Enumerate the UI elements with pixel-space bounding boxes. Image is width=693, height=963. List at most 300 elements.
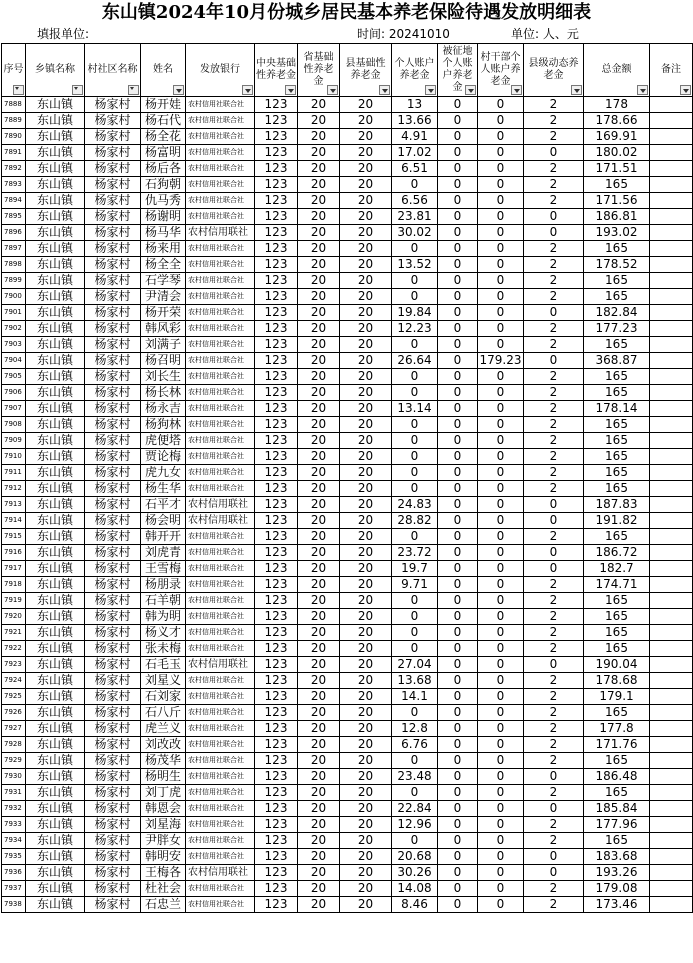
header-row <box>2 44 693 97</box>
village-cell: 杨家村 <box>85 113 141 129</box>
name-cell: 杨开荣 <box>141 305 186 321</box>
bank-cell: 农村信用社联合社 <box>186 305 255 321</box>
dynamic-cell: 0 <box>524 225 584 241</box>
header-label: 序号 <box>3 64 24 75</box>
dynamic-cell: 2 <box>524 705 584 721</box>
township-cell: 东山镇 <box>26 865 85 881</box>
central-cell: 123 <box>255 273 298 289</box>
personal-cell: 0 <box>392 625 438 641</box>
township-cell: 东山镇 <box>26 193 85 209</box>
dynamic-cell: 2 <box>524 689 584 705</box>
dynamic-cell: 0 <box>524 865 584 881</box>
dynamic-cell: 2 <box>524 161 584 177</box>
dynamic-cell: 2 <box>524 401 584 417</box>
county-cell: 20 <box>340 529 392 545</box>
remark-cell <box>650 753 693 769</box>
name-cell: 杨生华 <box>141 481 186 497</box>
central-cell: 123 <box>255 817 298 833</box>
seq-cell: 7895 <box>2 209 26 225</box>
personal-cell: 6.56 <box>392 193 438 209</box>
central-cell: 123 <box>255 481 298 497</box>
township-cell: 东山镇 <box>26 833 85 849</box>
total-cell: 171.51 <box>584 161 650 177</box>
filter-dropdown-icon[interactable] <box>13 85 24 95</box>
dynamic-cell: 2 <box>524 625 584 641</box>
central-cell: 123 <box>255 769 298 785</box>
cadre-cell: 0 <box>478 497 524 513</box>
township-cell: 东山镇 <box>26 305 85 321</box>
table-row <box>2 113 693 129</box>
filter-dropdown-icon[interactable] <box>425 85 436 95</box>
land-cell: 0 <box>438 449 478 465</box>
province-cell: 20 <box>298 113 340 129</box>
filter-dropdown-icon[interactable] <box>571 85 582 95</box>
remark-cell <box>650 225 693 241</box>
village-cell: 杨家村 <box>85 625 141 641</box>
table-row <box>2 529 693 545</box>
township-cell: 东山镇 <box>26 849 85 865</box>
township-cell: 东山镇 <box>26 417 85 433</box>
seq-cell: 7921 <box>2 625 26 641</box>
remark-cell <box>650 897 693 913</box>
total-cell: 165 <box>584 417 650 433</box>
table-header <box>2 44 693 97</box>
village-cell: 杨家村 <box>85 865 141 881</box>
table-row <box>2 401 693 417</box>
filter-dropdown-icon[interactable] <box>511 85 522 95</box>
village-cell: 杨家村 <box>85 97 141 113</box>
province-cell: 20 <box>298 529 340 545</box>
seq-cell: 7938 <box>2 897 26 913</box>
name-cell: 石学琴 <box>141 273 186 289</box>
name-cell: 张未梅 <box>141 641 186 657</box>
central-cell: 123 <box>255 449 298 465</box>
village-cell: 杨家村 <box>85 705 141 721</box>
filter-dropdown-icon[interactable] <box>72 85 83 95</box>
bank-cell: 农村信用社联合社 <box>186 433 255 449</box>
cadre-cell: 0 <box>478 385 524 401</box>
village-cell: 杨家村 <box>85 897 141 913</box>
province-cell: 20 <box>298 609 340 625</box>
village-cell: 杨家村 <box>85 401 141 417</box>
remark-cell <box>650 209 693 225</box>
header-col-central <box>255 44 298 97</box>
central-cell: 123 <box>255 465 298 481</box>
seq-cell: 7907 <box>2 401 26 417</box>
header-label: 县级动态养老金 <box>528 58 579 81</box>
seq-cell: 7932 <box>2 801 26 817</box>
name-cell: 尹胖女 <box>141 833 186 849</box>
total-cell: 368.87 <box>584 353 650 369</box>
central-cell: 123 <box>255 641 298 657</box>
village-cell: 杨家村 <box>85 801 141 817</box>
land-cell: 0 <box>438 417 478 433</box>
table-row <box>2 625 693 641</box>
dynamic-cell: 2 <box>524 449 584 465</box>
county-cell: 20 <box>340 689 392 705</box>
village-cell: 杨家村 <box>85 849 141 865</box>
province-cell: 20 <box>298 241 340 257</box>
personal-cell: 13.68 <box>392 673 438 689</box>
total-cell: 165 <box>584 369 650 385</box>
township-cell: 东山镇 <box>26 625 85 641</box>
village-cell: 杨家村 <box>85 433 141 449</box>
header-col-personal <box>392 44 438 97</box>
land-cell: 0 <box>438 209 478 225</box>
seq-cell: 7888 <box>2 97 26 113</box>
name-cell: 虎九女 <box>141 465 186 481</box>
central-cell: 123 <box>255 689 298 705</box>
bank-cell: 农村信用社联合社 <box>186 449 255 465</box>
remark-cell <box>650 561 693 577</box>
name-cell: 杨义才 <box>141 625 186 641</box>
header-label: 姓名 <box>153 64 173 75</box>
village-cell: 杨家村 <box>85 257 141 273</box>
province-cell: 20 <box>298 545 340 561</box>
central-cell: 123 <box>255 833 298 849</box>
province-cell: 20 <box>298 865 340 881</box>
remark-cell <box>650 481 693 497</box>
name-cell: 尹清会 <box>141 289 186 305</box>
central-cell: 123 <box>255 529 298 545</box>
filter-dropdown-icon[interactable] <box>327 85 338 95</box>
land-cell: 0 <box>438 337 478 353</box>
village-cell: 杨家村 <box>85 161 141 177</box>
province-cell: 20 <box>298 481 340 497</box>
bank-cell: 农村信用社联合社 <box>186 833 255 849</box>
dynamic-cell: 2 <box>524 833 584 849</box>
dynamic-cell: 0 <box>524 497 584 513</box>
bank-cell: 农村信用社联合社 <box>186 417 255 433</box>
table-row <box>2 753 693 769</box>
land-cell: 0 <box>438 497 478 513</box>
dynamic-cell: 2 <box>524 129 584 145</box>
name-cell: 杨石代 <box>141 113 186 129</box>
county-cell: 20 <box>340 385 392 401</box>
total-cell: 174.71 <box>584 577 650 593</box>
total-cell: 165 <box>584 465 650 481</box>
township-cell: 东山镇 <box>26 545 85 561</box>
county-cell: 20 <box>340 561 392 577</box>
village-cell: 杨家村 <box>85 337 141 353</box>
total-cell: 186.81 <box>584 209 650 225</box>
central-cell: 123 <box>255 353 298 369</box>
name-cell: 杨来用 <box>141 241 186 257</box>
central-cell: 123 <box>255 753 298 769</box>
dynamic-cell: 2 <box>524 641 584 657</box>
province-cell: 20 <box>298 337 340 353</box>
table-row <box>2 369 693 385</box>
bank-cell: 农村信用社联合社 <box>186 737 255 753</box>
village-cell: 杨家村 <box>85 177 141 193</box>
remark-cell <box>650 737 693 753</box>
county-cell: 20 <box>340 161 392 177</box>
bank-cell: 农村信用社联合社 <box>186 561 255 577</box>
filter-dropdown-icon[interactable] <box>680 85 691 95</box>
village-cell: 杨家村 <box>85 593 141 609</box>
land-cell: 0 <box>438 241 478 257</box>
province-cell: 20 <box>298 769 340 785</box>
total-cell: 165 <box>584 289 650 305</box>
county-cell: 20 <box>340 209 392 225</box>
name-cell: 贾论梅 <box>141 449 186 465</box>
total-cell: 165 <box>584 177 650 193</box>
name-cell: 仇马秀 <box>141 193 186 209</box>
township-cell: 东山镇 <box>26 753 85 769</box>
remark-cell <box>650 177 693 193</box>
province-cell: 20 <box>298 385 340 401</box>
remark-cell <box>650 449 693 465</box>
county-cell: 20 <box>340 193 392 209</box>
remark-cell <box>650 113 693 129</box>
central-cell: 123 <box>255 385 298 401</box>
land-cell: 0 <box>438 257 478 273</box>
township-cell: 东山镇 <box>26 289 85 305</box>
total-cell: 193.02 <box>584 225 650 241</box>
village-cell: 杨家村 <box>85 353 141 369</box>
land-cell: 0 <box>438 529 478 545</box>
province-cell: 20 <box>298 833 340 849</box>
remark-cell <box>650 241 693 257</box>
table-row <box>2 385 693 401</box>
county-cell: 20 <box>340 177 392 193</box>
township-cell: 东山镇 <box>26 209 85 225</box>
bank-cell: 农村信用社联合社 <box>186 321 255 337</box>
central-cell: 123 <box>255 593 298 609</box>
seq-cell: 7899 <box>2 273 26 289</box>
bank-cell: 农村信用联社 <box>186 513 255 529</box>
dynamic-cell: 2 <box>524 369 584 385</box>
land-cell: 0 <box>438 689 478 705</box>
cadre-cell: 0 <box>478 753 524 769</box>
bank-cell: 农村信用社联合社 <box>186 241 255 257</box>
header-label: 总金额 <box>601 64 632 75</box>
cadre-cell: 0 <box>478 881 524 897</box>
cadre-cell: 0 <box>478 321 524 337</box>
county-cell: 20 <box>340 849 392 865</box>
central-cell: 123 <box>255 513 298 529</box>
county-cell: 20 <box>340 673 392 689</box>
remark-cell <box>650 529 693 545</box>
name-cell: 杨开娃 <box>141 97 186 113</box>
table-row <box>2 561 693 577</box>
county-cell: 20 <box>340 833 392 849</box>
dynamic-cell: 2 <box>524 753 584 769</box>
seq-cell: 7912 <box>2 481 26 497</box>
dynamic-cell: 2 <box>524 593 584 609</box>
name-cell: 杨富明 <box>141 145 186 161</box>
name-cell: 刘改改 <box>141 737 186 753</box>
county-cell: 20 <box>340 257 392 273</box>
village-cell: 杨家村 <box>85 209 141 225</box>
bank-cell: 农村信用社联合社 <box>186 705 255 721</box>
total-cell: 169.91 <box>584 129 650 145</box>
filter-dropdown-icon[interactable] <box>242 85 253 95</box>
bank-cell: 农村信用社联合社 <box>186 673 255 689</box>
township-cell: 东山镇 <box>26 801 85 817</box>
land-cell: 0 <box>438 369 478 385</box>
county-cell: 20 <box>340 241 392 257</box>
cadre-cell: 0 <box>478 433 524 449</box>
name-cell: 杜社会 <box>141 881 186 897</box>
village-cell: 杨家村 <box>85 481 141 497</box>
dynamic-cell: 2 <box>524 241 584 257</box>
central-cell: 123 <box>255 241 298 257</box>
seq-cell: 7889 <box>2 113 26 129</box>
province-cell: 20 <box>298 449 340 465</box>
land-cell: 0 <box>438 849 478 865</box>
filter-dropdown-icon[interactable] <box>637 85 648 95</box>
township-cell: 东山镇 <box>26 353 85 369</box>
table-row <box>2 481 693 497</box>
cadre-cell: 0 <box>478 177 524 193</box>
village-cell: 杨家村 <box>85 817 141 833</box>
personal-cell: 14.08 <box>392 881 438 897</box>
land-cell: 0 <box>438 593 478 609</box>
village-cell: 杨家村 <box>85 449 141 465</box>
header-label: 个人账户养老金 <box>394 58 435 81</box>
personal-cell: 0 <box>392 753 438 769</box>
header-label: 中央基础性养老金 <box>256 58 296 81</box>
remark-cell <box>650 657 693 673</box>
remark-cell <box>650 625 693 641</box>
county-cell: 20 <box>340 769 392 785</box>
central-cell: 123 <box>255 289 298 305</box>
bank-cell: 农村信用社联合社 <box>186 257 255 273</box>
village-cell: 杨家村 <box>85 881 141 897</box>
remark-cell <box>650 673 693 689</box>
bank-cell: 农村信用社联合社 <box>186 641 255 657</box>
seq-cell: 7935 <box>2 849 26 865</box>
cadre-cell: 0 <box>478 593 524 609</box>
dynamic-cell: 2 <box>524 337 584 353</box>
filter-dropdown-icon[interactable] <box>379 85 390 95</box>
total-cell: 179.08 <box>584 881 650 897</box>
personal-cell: 24.83 <box>392 497 438 513</box>
township-cell: 东山镇 <box>26 897 85 913</box>
total-cell: 165 <box>584 449 650 465</box>
cadre-cell: 0 <box>478 705 524 721</box>
township-cell: 东山镇 <box>26 689 85 705</box>
county-cell: 20 <box>340 337 392 353</box>
filter-dropdown-icon[interactable] <box>285 85 296 95</box>
county-cell: 20 <box>340 305 392 321</box>
central-cell: 123 <box>255 801 298 817</box>
land-cell: 0 <box>438 865 478 881</box>
name-cell: 杨永吉 <box>141 401 186 417</box>
name-cell: 韩明安 <box>141 849 186 865</box>
county-cell: 20 <box>340 801 392 817</box>
seq-cell: 7898 <box>2 257 26 273</box>
personal-cell: 12.8 <box>392 721 438 737</box>
cadre-cell: 0 <box>478 225 524 241</box>
personal-cell: 0 <box>392 481 438 497</box>
central-cell: 123 <box>255 193 298 209</box>
dynamic-cell: 2 <box>524 465 584 481</box>
total-cell: 165 <box>584 593 650 609</box>
county-cell: 20 <box>340 497 392 513</box>
seq-cell: 7920 <box>2 609 26 625</box>
land-cell: 0 <box>438 321 478 337</box>
province-cell: 20 <box>298 561 340 577</box>
table-row <box>2 721 693 737</box>
cadre-cell: 0 <box>478 577 524 593</box>
dynamic-cell: 2 <box>524 817 584 833</box>
personal-cell: 30.02 <box>392 225 438 241</box>
county-cell: 20 <box>340 625 392 641</box>
land-cell: 0 <box>438 401 478 417</box>
land-cell: 0 <box>438 433 478 449</box>
province-cell: 20 <box>298 129 340 145</box>
remark-cell <box>650 513 693 529</box>
bank-cell: 农村信用社联合社 <box>186 385 255 401</box>
filter-dropdown-icon[interactable] <box>128 85 139 95</box>
header-col-township <box>26 44 85 97</box>
cadre-cell: 0 <box>478 609 524 625</box>
land-cell: 0 <box>438 769 478 785</box>
table-row <box>2 689 693 705</box>
cadre-cell: 0 <box>478 401 524 417</box>
name-cell: 杨谢明 <box>141 209 186 225</box>
header-col-county <box>340 44 392 97</box>
filter-dropdown-icon[interactable] <box>173 85 184 95</box>
county-cell: 20 <box>340 657 392 673</box>
table-row <box>2 161 693 177</box>
total-cell: 165 <box>584 641 650 657</box>
name-cell: 刘虎青 <box>141 545 186 561</box>
table-row <box>2 273 693 289</box>
dynamic-cell: 0 <box>524 849 584 865</box>
total-cell: 165 <box>584 705 650 721</box>
table-row <box>2 225 693 241</box>
filter-dropdown-icon[interactable] <box>465 85 476 95</box>
bank-cell: 农村信用社联合社 <box>186 337 255 353</box>
table-row <box>2 497 693 513</box>
province-cell: 20 <box>298 433 340 449</box>
village-cell: 杨家村 <box>85 721 141 737</box>
remark-cell <box>650 369 693 385</box>
name-cell: 刘丁虎 <box>141 785 186 801</box>
personal-cell: 26.64 <box>392 353 438 369</box>
province-cell: 20 <box>298 673 340 689</box>
personal-cell: 0 <box>392 385 438 401</box>
bank-cell: 农村信用社联合社 <box>186 721 255 737</box>
seq-cell: 7925 <box>2 689 26 705</box>
bank-cell: 农村信用社联合社 <box>186 545 255 561</box>
county-cell: 20 <box>340 737 392 753</box>
township-cell: 东山镇 <box>26 129 85 145</box>
report-time: 时间: 20241010 <box>357 27 450 41</box>
remark-cell <box>650 289 693 305</box>
dynamic-cell: 2 <box>524 193 584 209</box>
name-cell: 刘星义 <box>141 673 186 689</box>
township-cell: 东山镇 <box>26 385 85 401</box>
county-cell: 20 <box>340 113 392 129</box>
seq-cell: 7910 <box>2 449 26 465</box>
township-cell: 东山镇 <box>26 561 85 577</box>
name-cell: 刘满子 <box>141 337 186 353</box>
cadre-cell: 0 <box>478 449 524 465</box>
village-cell: 杨家村 <box>85 673 141 689</box>
cadre-cell: 0 <box>478 673 524 689</box>
header-col-bank <box>186 44 255 97</box>
land-cell: 0 <box>438 801 478 817</box>
county-cell: 20 <box>340 609 392 625</box>
name-cell: 石羊朝 <box>141 593 186 609</box>
dynamic-cell: 2 <box>524 417 584 433</box>
seq-cell: 7929 <box>2 753 26 769</box>
central-cell: 123 <box>255 657 298 673</box>
